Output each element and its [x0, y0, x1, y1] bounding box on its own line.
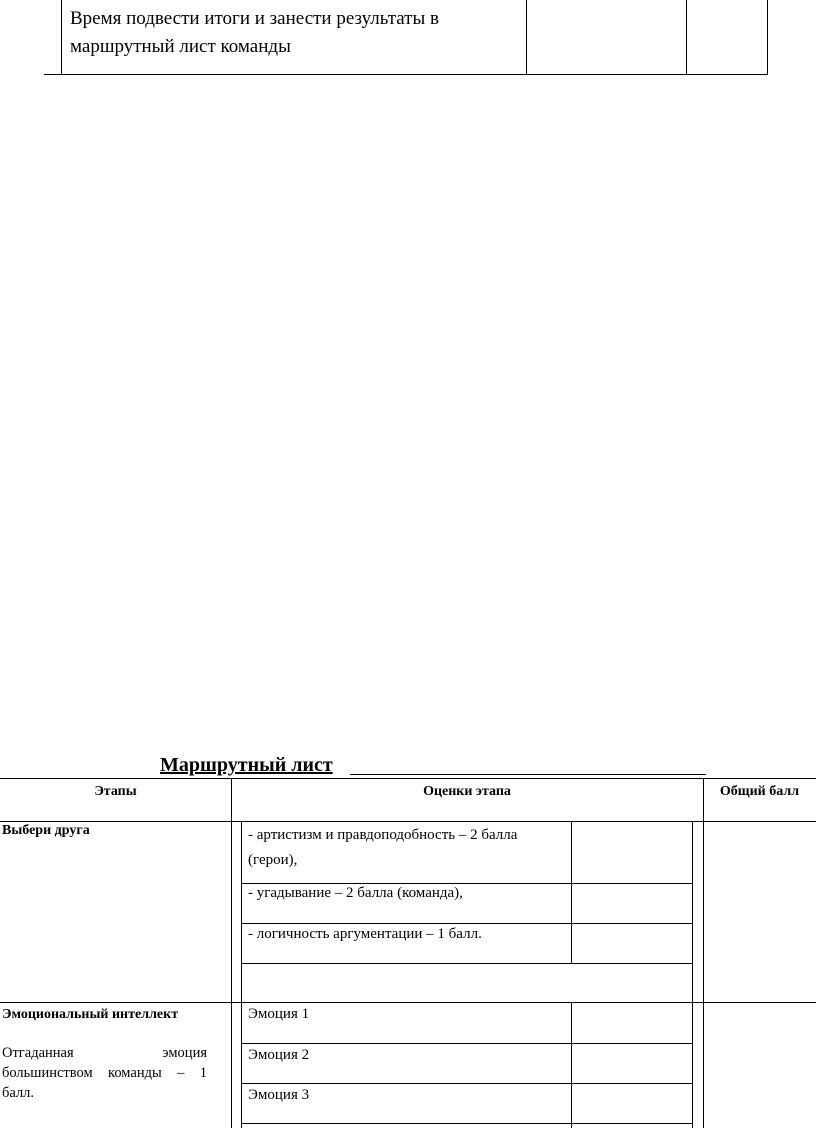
- criterion-text: - угадывание – 2 балла (команда),: [248, 885, 463, 901]
- emotion-label: Эмоция 1: [248, 1006, 310, 1022]
- table-border: [703, 821, 704, 1128]
- header-stage-scores: Оценки этапа: [423, 784, 511, 799]
- header-total: Общий балл: [719, 784, 800, 799]
- table-border: [241, 1083, 692, 1084]
- criterion-text: - артистизм и правдоподобность – 2 балла (герои),: [248, 827, 518, 868]
- stage-description: Отгаданная эмоция большинством команды – 1 балл.: [2, 1045, 207, 1101]
- table-border: [686, 0, 687, 75]
- table-border: [0, 778, 816, 779]
- stage-name: Выбери друга: [2, 823, 90, 838]
- table-border: [241, 1123, 692, 1124]
- emotion-label: Эмоция 3: [248, 1087, 310, 1103]
- criterion-text: - логичность аргументации – 1 балл.: [248, 926, 482, 942]
- table-border: [241, 1043, 692, 1044]
- table-border: [44, 74, 768, 75]
- summary-row-text: Время подвести итоги и занести результаты в маршрутный лист команды: [70, 8, 439, 57]
- page-title: Маршрутный лист: [160, 754, 333, 776]
- table-border: [0, 1002, 816, 1003]
- table-border: [231, 821, 232, 1128]
- title-underline: [350, 774, 706, 775]
- table-border: [767, 0, 768, 75]
- table-border: [571, 1002, 572, 1128]
- table-border: [61, 0, 62, 75]
- table-border: [241, 821, 242, 1128]
- emotion-label: Эмоция 2: [248, 1047, 310, 1063]
- table-border: [241, 963, 692, 964]
- table-border: [0, 821, 816, 822]
- table-border: [692, 821, 693, 1128]
- header-stages: Этапы: [94, 784, 137, 799]
- table-border: [241, 883, 692, 884]
- table-border: [571, 821, 572, 964]
- table-border: [526, 0, 527, 75]
- table-border: [241, 923, 692, 924]
- stage-name: Эмоциональный интеллект: [2, 1007, 179, 1022]
